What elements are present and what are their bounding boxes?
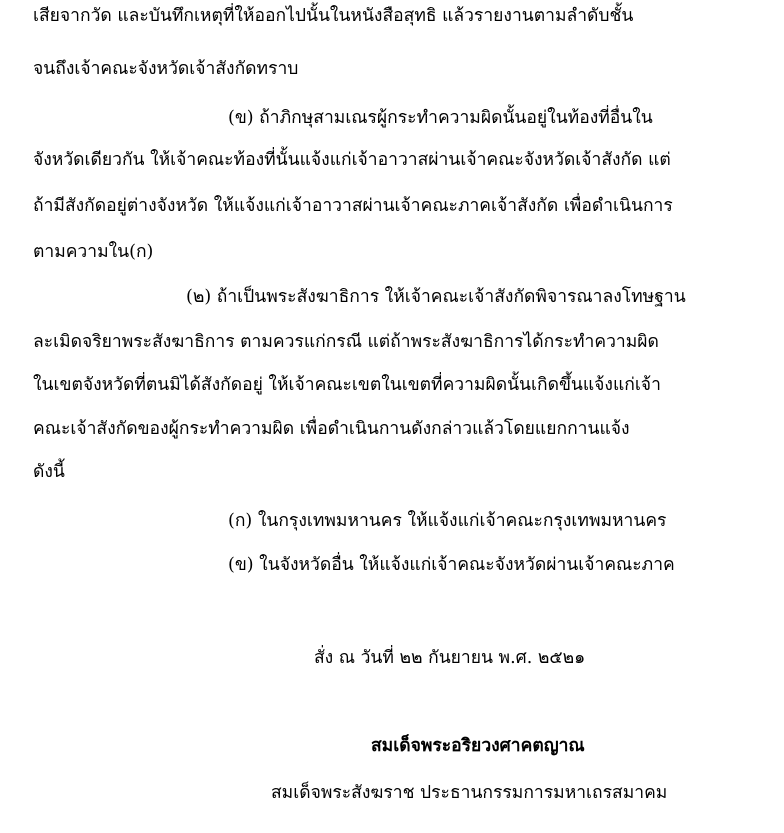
signatory-title: สมเด็จพระสังฆราช ประธานกรรมการมหาเถรสมาคม [271, 783, 668, 803]
signatory-name: สมเด็จพระอริยวงศาคตญาณ [371, 736, 585, 756]
body-line-12: (ก) ในกรุงเทพมหานคร ให้แจ้งแก่เจ้าคณะกรุงเทพมหานคร [228, 511, 667, 531]
body-line-7: (๒) ถ้าเป็นพระสังฆาธิการ ให้เจ้าคณะเจ้าสังกัดพิจารณาลงโทษฐาน [186, 287, 686, 307]
body-line-13: (ข) ในจังหวัดอื่น ให้แจ้งแก่เจ้าคณะจังหวัดผ่านเจ้าคณะภาค [228, 555, 675, 575]
body-line-5: ถ้ามีสังกัดอยู่ต่างจังหวัด ให้แจ้งแก่เจ้าอาวาสผ่านเจ้าคณะภาคเจ้าสังกัด เพื่อดำเนินการ [33, 196, 673, 216]
body-line-4: จังหวัดเดียวกัน ให้เจ้าคณะท้องที่นั้นแจ้งแก่เจ้าอาวาสผ่านเจ้าคณะจังหวัดเจ้าสังกัด แต่ [33, 150, 671, 170]
body-line-6: ตามความใน(ก) [33, 242, 154, 262]
date-line: สั่ง ณ วันที่ ๒๒ กันยายน พ.ศ. ๒๕๒๑ [314, 648, 586, 668]
body-line-2: จนถึงเจ้าคณะจังหวัดเจ้าสังกัดทราบ [33, 59, 299, 79]
body-line-11: ดังนี้ [33, 462, 65, 482]
body-line-10: คณะเจ้าสังกัดของผู้กระทำความผิด เพื่อดำเนินกานดังกล่าวแล้วโดยแยกกานแจ้ง [33, 419, 630, 439]
body-line-1: เสียจากวัด และบันทึกเหตุที่ให้ออกไปนั้นในหนังสือสุทธิ แล้วรายงานตามลำดับชั้น [33, 6, 634, 26]
body-line-8: ละเมิดจริยาพระสังฆาธิการ ตามควรแก่กรณี แต่ถ้าพระสังฆาธิการได้กระทำความผิด [33, 332, 659, 352]
body-line-9: ในเขตจังหวัดที่ตนมิได้สังกัดอยู่ ให้เจ้าคณะเขตในเขตที่ความผิดนั้นเกิดขึ้นแจ้งแก่เจ้า [33, 375, 661, 395]
body-line-3: (ข) ถ้าภิกษุสามเณรผู้กระทำความผิดนั้นอยู่ในท้องที่อื่นใน [228, 108, 653, 128]
